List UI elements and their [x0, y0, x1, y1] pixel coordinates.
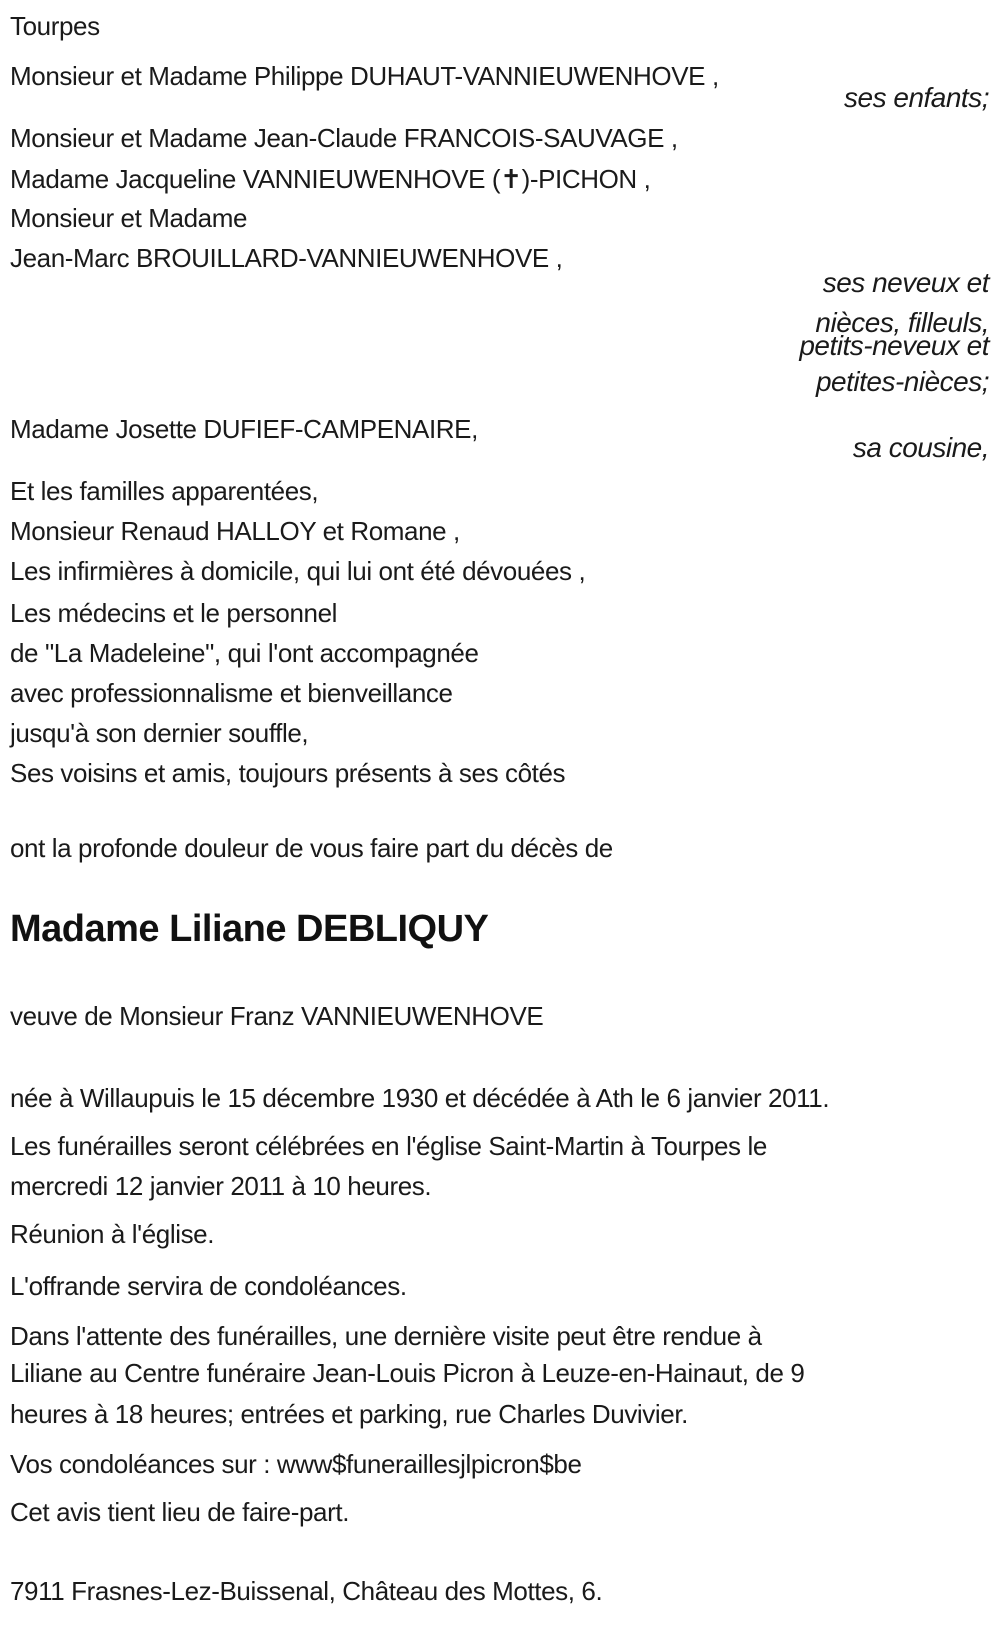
- birth-death-line: née à Willaupuis le 15 décembre 1930 et décédée à Ath le 6 janvier 2011.: [10, 1083, 830, 1113]
- funeral-line-1: Les funérailles seront célébrées en l'église Saint-Martin à Tourpes le: [10, 1131, 767, 1161]
- madeleine-line: de "La Madeleine", qui l'ont accompagnée: [10, 638, 479, 668]
- family-line-monsieur-madame: Monsieur et Madame: [10, 203, 248, 233]
- offering-line: L'offrande servira de condoléances.: [10, 1271, 407, 1301]
- village-line: Tourpes: [10, 11, 100, 41]
- address-line: 7911 Frasnes-Lez-Buissenal, Château des Mottes, 6.: [10, 1576, 603, 1606]
- church-meeting-line: Réunion à l'église.: [10, 1219, 215, 1249]
- relation-note-children: ses enfants;: [844, 82, 989, 113]
- relation-note-nephews-2: nièces, filleuls,: [815, 307, 989, 338]
- family-line-brouillard: Jean-Marc BROUILLARD-VANNIEUWENHOVE ,: [10, 243, 563, 273]
- last-visit-line-2: Liliane au Centre funéraire Jean-Louis Picron à Leuze-en-Hainaut, de 9: [10, 1358, 805, 1388]
- halloy-line: Monsieur Renaud HALLOY et Romane ,: [10, 516, 460, 546]
- professionalism-line: avec professionnalisme et bienveillance: [10, 678, 453, 708]
- funeral-line-2: mercredi 12 janvier 2011 à 10 heures.: [10, 1171, 432, 1201]
- widow-line: veuve de Monsieur Franz VANNIEUWENHOVE: [10, 1001, 544, 1031]
- last-visit-line-1: Dans l'attente des funérailles, une dernière visite peut être rendue à: [10, 1321, 762, 1351]
- neighbors-line: Ses voisins et amis, toujours présents à ses côtés: [10, 758, 566, 788]
- faire-part-notice-line: Cet avis tient lieu de faire-part.: [10, 1497, 350, 1527]
- relation-note-nephews-1: ses neveux et: [822, 267, 989, 298]
- condolences-website-line: Vos condoléances sur : www$funeraillesjlpicron$be: [10, 1449, 582, 1479]
- announcement-line: ont la profonde douleur de vous faire part du décès de: [10, 833, 613, 863]
- family-line-duhaut: Monsieur et Madame Philippe DUHAUT-VANNIEUWENHOVE ,: [10, 61, 719, 91]
- relation-note-nephews-4: petites-nièces;: [815, 366, 989, 397]
- last-breath-line: jusqu'à son dernier souffle,: [10, 718, 309, 748]
- last-visit-line-3: heures à 18 heures; entrées et parking, rue Charles Duvivier.: [10, 1399, 688, 1429]
- deceased-name-heading: Madame Liliane DEBLIQUY: [10, 908, 489, 950]
- nurses-line: Les infirmières à domicile, qui lui ont été dévouées ,: [10, 556, 586, 586]
- family-line-francois-sauvage: Monsieur et Madame Jean-Claude FRANCOIS-SAUVAGE ,: [10, 123, 678, 153]
- family-line-pichon: Madame Jacqueline VANNIEUWENHOVE (✝)-PICHON ,: [10, 164, 651, 194]
- family-line-dufief: Madame Josette DUFIEF-CAMPENAIRE,: [10, 414, 478, 444]
- doctors-line: Les médecins et le personnel: [10, 598, 338, 628]
- relation-note-cousin: sa cousine,: [852, 432, 989, 463]
- related-families-line: Et les familles apparentées,: [10, 476, 319, 506]
- relation-note-nephews-3: petits-neveux et: [799, 330, 989, 361]
